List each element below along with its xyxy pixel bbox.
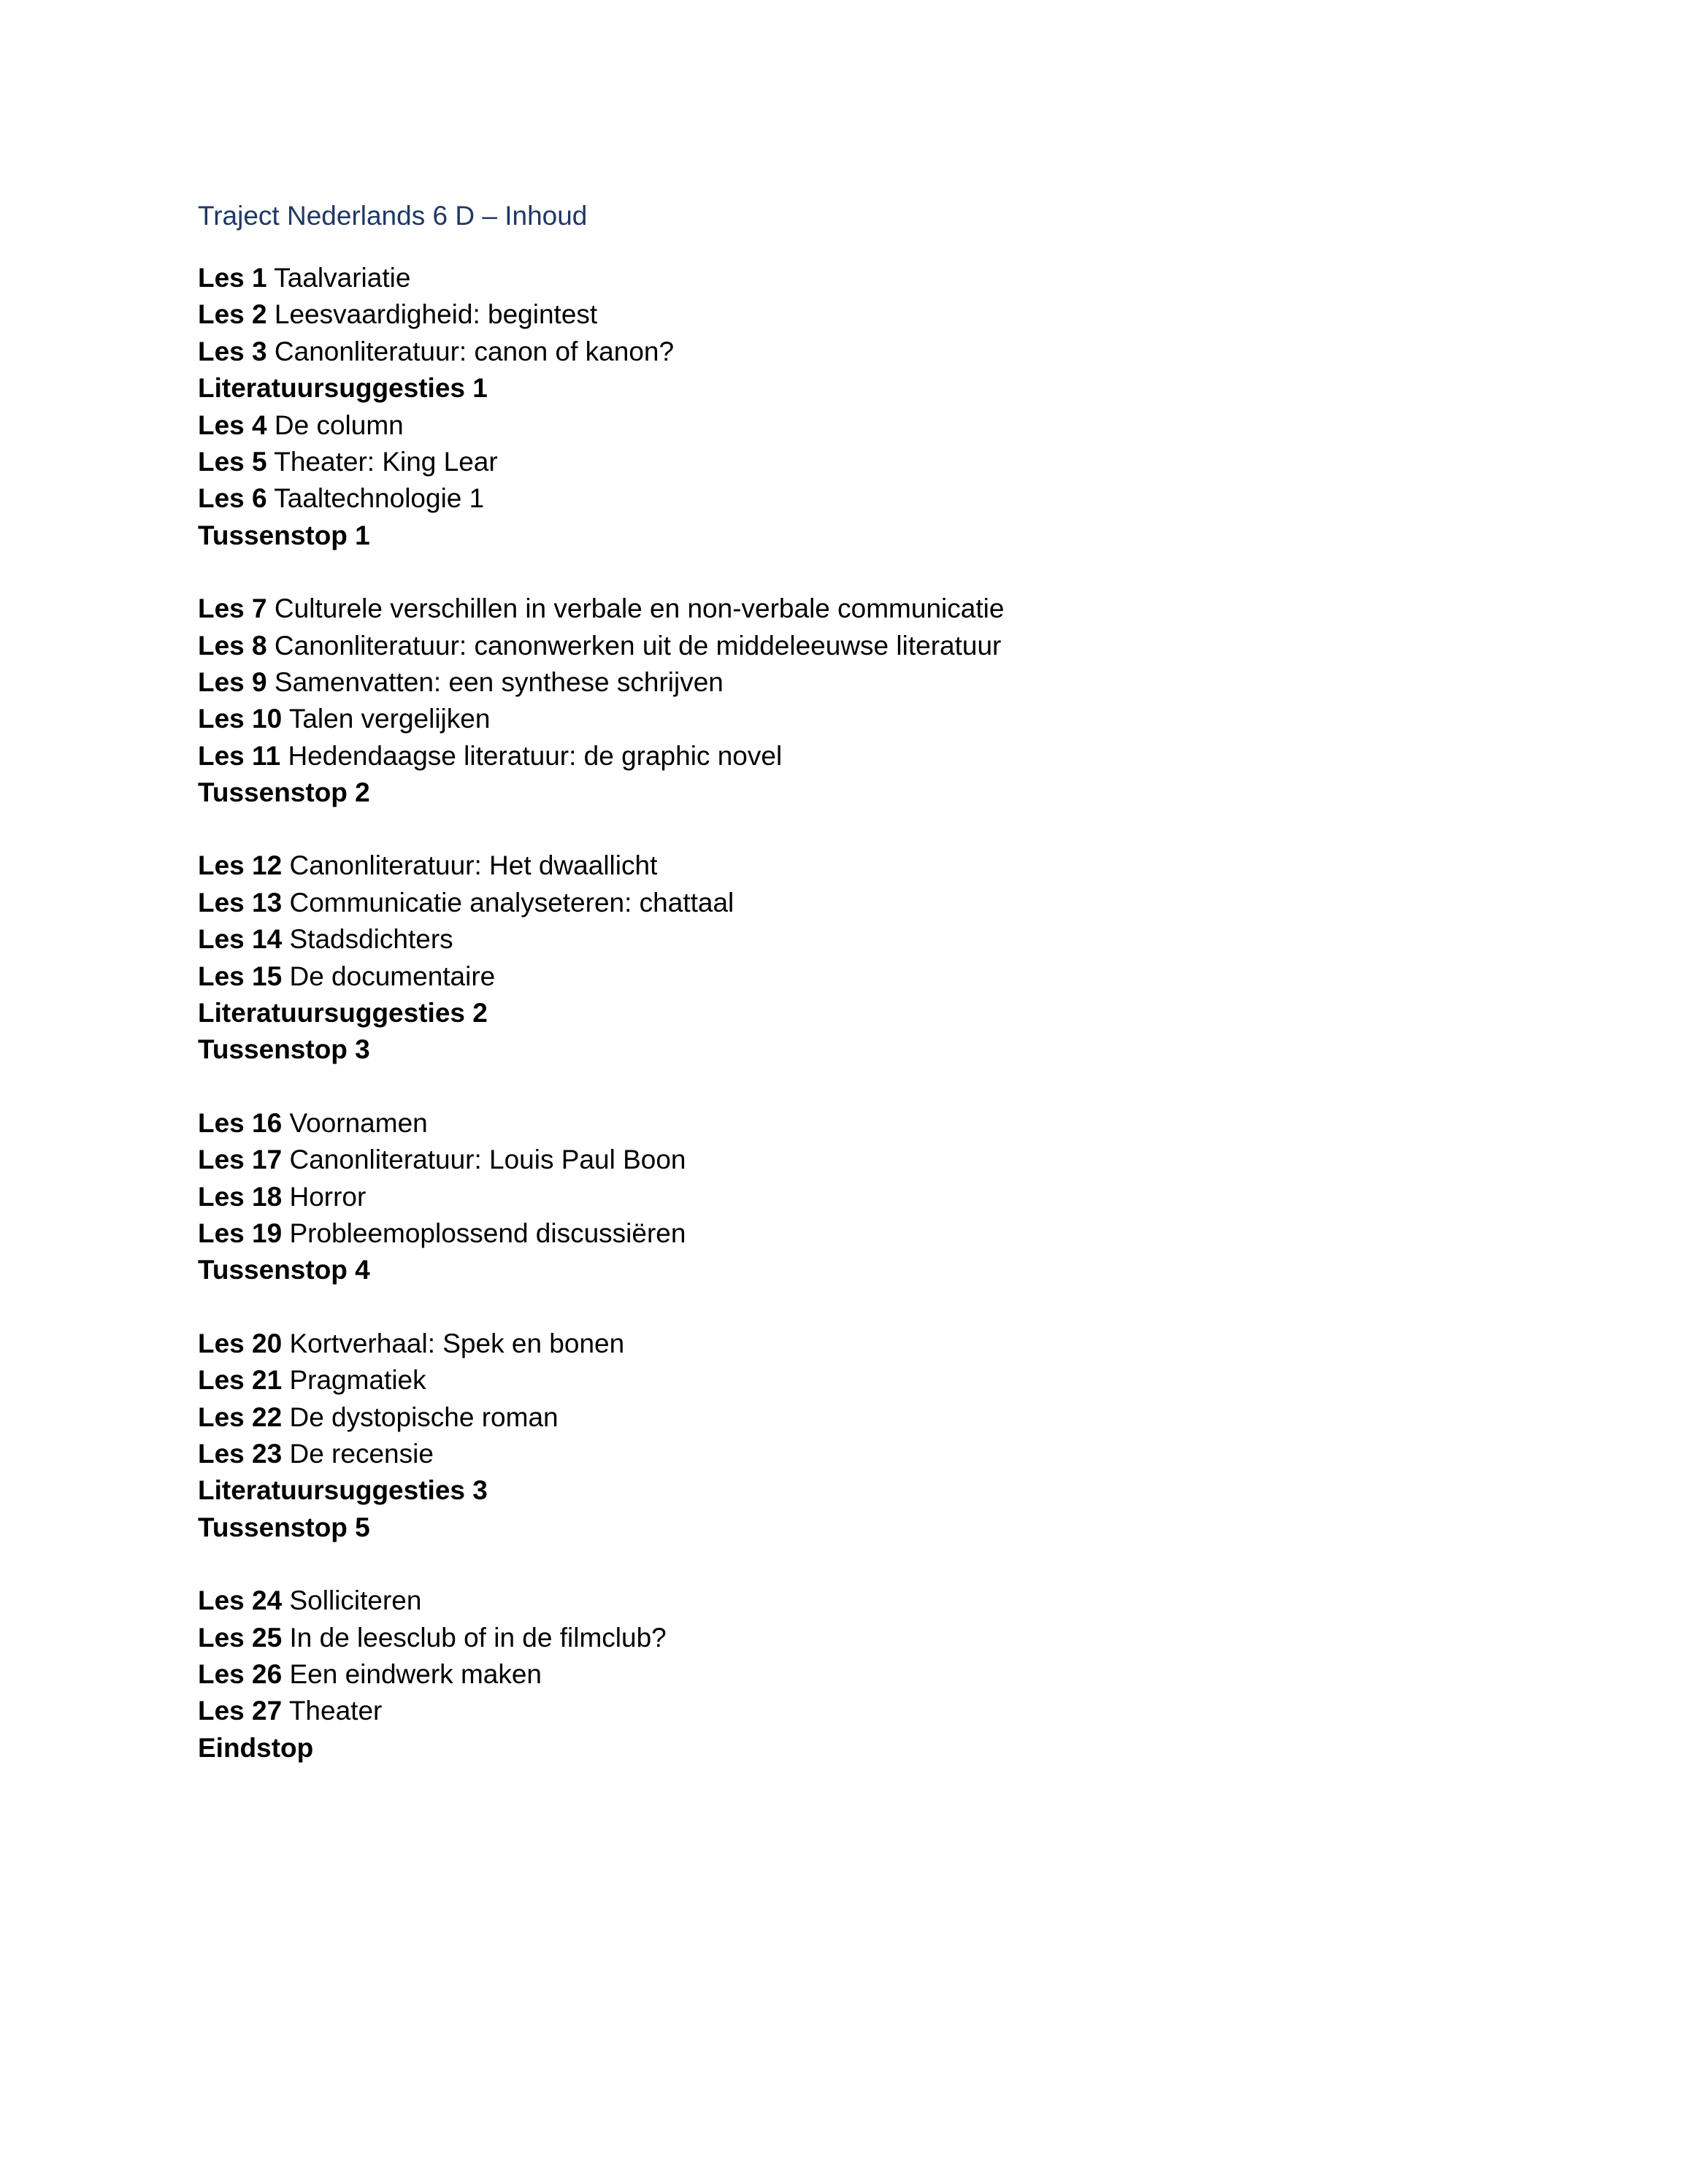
lesson-entry: [198, 664, 1585, 701]
lesson-title: In de leesclub of in de filmclub?: [289, 1622, 667, 1653]
lesson-entry: [198, 407, 1585, 444]
lesson-title: Kortverhaal: Spek en bonen: [289, 1328, 625, 1358]
lesson-number: Les 23: [198, 1438, 283, 1469]
lesson-number: Les 5: [198, 446, 267, 477]
table-of-contents: [198, 260, 1585, 1803]
lesson-entry: [198, 1399, 1585, 1436]
lesson-title: Pragmatiek: [289, 1365, 426, 1396]
lesson-entry: [198, 1179, 1585, 1215]
section-marker: [198, 774, 1585, 811]
document-title: Traject Nederlands 6 D – Inhoud: [198, 201, 588, 231]
lesson-title: Taaltechnologie 1: [274, 483, 485, 514]
lesson-entry: [198, 738, 1585, 774]
lesson-number: Les 27: [198, 1696, 283, 1726]
lesson-number: Les 18: [198, 1181, 283, 1212]
marker-label: Tussenstop 1: [198, 520, 370, 550]
marker-label: Literatuursuggesties 3: [198, 1475, 488, 1506]
marker-label: Eindstop: [198, 1732, 314, 1763]
section-marker: [198, 1031, 1585, 1068]
lesson-title: Canonliteratuur: Louis Paul Boon: [289, 1145, 686, 1175]
lesson-number: Les 4: [198, 410, 267, 440]
lesson-entry: [198, 1142, 1585, 1178]
section-marker: [198, 1510, 1585, 1546]
lesson-entry: [198, 1656, 1585, 1693]
lesson-entry: [198, 1105, 1585, 1142]
lesson-title: De documentaire: [289, 961, 496, 991]
lesson-title: Samenvatten: een synthese schrijven: [274, 666, 724, 697]
lesson-number: Les 19: [198, 1218, 283, 1248]
lesson-entry: [198, 1326, 1585, 1362]
lesson-title: Theater: [288, 1696, 383, 1726]
section-marker: [198, 995, 1585, 1031]
toc-section: [198, 260, 1585, 554]
marker-label: Tussenstop 2: [198, 777, 370, 808]
lesson-entry: [198, 958, 1585, 995]
lesson-title: Probleemoplossend discussiëren: [289, 1218, 686, 1248]
toc-section: [198, 847, 1585, 1068]
lesson-entry: [198, 260, 1585, 296]
lesson-title: Hedendaagse literatuur: de graphic novel: [288, 740, 783, 771]
lesson-number: Les 2: [198, 299, 267, 330]
lesson-entry: [198, 628, 1585, 664]
lesson-title: Talen vergelijken: [288, 704, 491, 734]
lesson-title: Canonliteratuur: canonwerken uit de middeleeuwse literatuur: [274, 630, 1002, 661]
lesson-number: Les 10: [198, 704, 283, 734]
section-marker: [198, 1730, 1585, 1766]
lesson-number: Les 7: [198, 593, 267, 624]
lesson-number: Les 26: [198, 1658, 283, 1689]
lesson-number: Les 16: [198, 1107, 283, 1138]
marker-label: Literatuursuggesties 2: [198, 998, 488, 1028]
lesson-number: Les 12: [198, 850, 283, 881]
lesson-number: Les 11: [198, 740, 281, 771]
lesson-entry: [198, 885, 1585, 921]
lesson-entry: [198, 1620, 1585, 1656]
lesson-number: Les 25: [198, 1622, 283, 1653]
marker-label: Tussenstop 5: [198, 1512, 370, 1542]
section-marker: [198, 518, 1585, 554]
toc-section: [198, 1326, 1585, 1546]
lesson-number: Les 24: [198, 1585, 283, 1616]
lesson-entry: [198, 296, 1585, 333]
lesson-title: De column: [274, 410, 404, 440]
lesson-number: Les 8: [198, 630, 267, 661]
section-marker: [198, 370, 1585, 407]
section-marker: [198, 1252, 1585, 1288]
lesson-entry: [198, 480, 1585, 517]
lesson-title: Canonliteratuur: Het dwaallicht: [289, 850, 658, 881]
lesson-number: Les 22: [198, 1401, 283, 1432]
marker-label: Tussenstop 3: [198, 1034, 370, 1065]
toc-section: [198, 591, 1585, 811]
lesson-title: Stadsdichters: [289, 924, 453, 955]
lesson-title: De recensie: [289, 1438, 434, 1469]
lesson-entry: [198, 1583, 1585, 1619]
lesson-entry: [198, 1436, 1585, 1472]
lesson-number: Les 20: [198, 1328, 283, 1358]
lesson-title: Communicatie analyseteren: chattaal: [289, 887, 734, 918]
lesson-entry: [198, 1215, 1585, 1252]
lesson-title: Een eindwerk maken: [289, 1658, 542, 1689]
marker-label: Tussenstop 4: [198, 1255, 370, 1285]
lesson-number: Les 21: [198, 1365, 283, 1396]
lesson-title: Canonliteratuur: canon of kanon?: [274, 336, 675, 366]
lesson-title: Taalvariatie: [274, 263, 411, 293]
lesson-entry: [198, 1693, 1585, 1729]
lesson-number: Les 6: [198, 483, 267, 514]
lesson-title: Horror: [289, 1181, 367, 1212]
section-marker: [198, 1472, 1585, 1509]
lesson-entry: [198, 334, 1585, 370]
lesson-number: Les 15: [198, 961, 283, 991]
marker-label: Literatuursuggesties 1: [198, 373, 488, 404]
lesson-title: Voornamen: [289, 1107, 428, 1138]
lesson-number: Les 13: [198, 887, 283, 918]
lesson-entry: [198, 701, 1585, 737]
toc-section: [198, 1105, 1585, 1289]
lesson-number: Les 3: [198, 336, 267, 366]
lesson-title: De dystopische roman: [289, 1401, 559, 1432]
lesson-title: Theater: King Lear: [274, 446, 498, 477]
lesson-number: Les 1: [198, 263, 267, 293]
lesson-number: Les 17: [198, 1145, 283, 1175]
toc-section: [198, 1583, 1585, 1766]
lesson-number: Les 14: [198, 924, 283, 955]
lesson-title: Culturele verschillen in verbale en non-verbale communicatie: [274, 593, 1005, 624]
lesson-entry: [198, 847, 1585, 884]
lesson-entry: [198, 921, 1585, 958]
lesson-entry: [198, 444, 1585, 480]
lesson-entry: [198, 1362, 1585, 1399]
lesson-title: Solliciteren: [289, 1585, 422, 1616]
lesson-entry: [198, 591, 1585, 627]
lesson-title: Leesvaardigheid: begintest: [274, 299, 598, 330]
lesson-number: Les 9: [198, 666, 267, 697]
